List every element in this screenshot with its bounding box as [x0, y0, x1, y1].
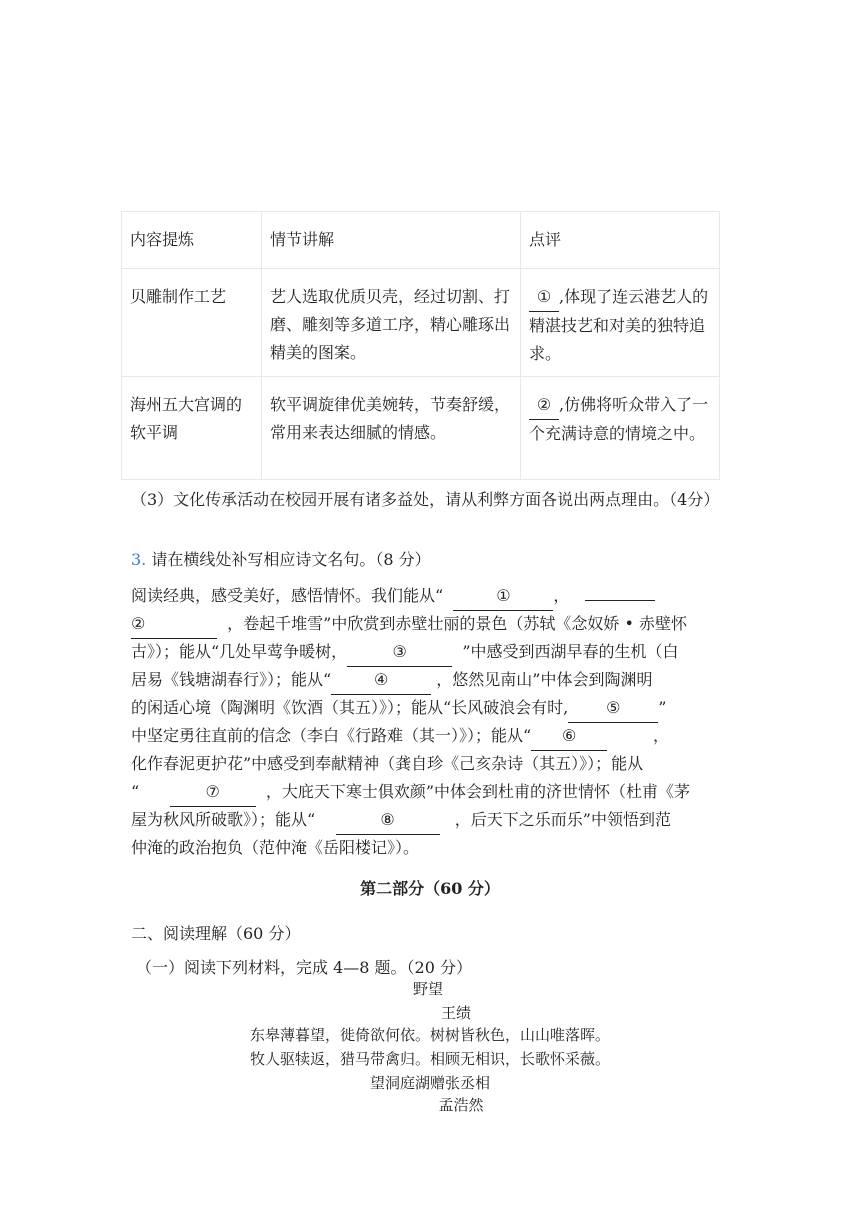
answer-blank[interactable]: ② [529, 391, 559, 420]
poem-author: 王绩 [440, 1004, 471, 1022]
answer-blank-8[interactable]: ⑧ [336, 806, 440, 835]
passage-line [131, 582, 731, 611]
passage-line [131, 750, 731, 778]
subsection-heading: （一）阅读下列材料，完成 4—8 题。（20 分） [136, 958, 472, 977]
poem-line: 牧人驱犊返，猎马带禽归。相顾无相识，长歌怀采薇。 [249, 1050, 610, 1068]
passage-text: ”中感受到西湖早春的生机（白 [462, 642, 679, 661]
answer-blank-2[interactable]: ② [131, 610, 217, 639]
comment-text: ,仿佛将听众带入了一个充满诗意的情境之中。 [529, 395, 709, 443]
table-header-cell: 情节讲解 [262, 212, 521, 269]
table-header-cell: 内容提炼 [122, 212, 262, 269]
answer-blank-6[interactable]: ⑥ [531, 722, 607, 751]
answer-blank-7[interactable]: ⑦ [170, 778, 256, 807]
passage-text: ” [658, 698, 667, 717]
answer-blank-5[interactable]: ⑤ [568, 694, 658, 723]
passage-line [131, 834, 731, 862]
passage-text: “ [131, 782, 140, 801]
question-number: 3. [131, 550, 147, 569]
passage-text: ， [553, 586, 570, 605]
table-header-row [122, 212, 720, 269]
table-cell-content: 贝雕制作工艺 [122, 269, 262, 377]
comment-text: ,体现了连云港艺人的精湛技艺和对美的独特追求。 [529, 287, 709, 363]
table-cell-plot: 艺人选取优质贝壳，经过切割、打磨、雕刻等多道工序，精心雕琢出精美的图案。 [262, 269, 521, 377]
passage-text: 屋为秋风所破歌》）；能从“ [131, 810, 316, 829]
answer-blank[interactable]: ① [529, 283, 559, 312]
passage-line [131, 778, 731, 807]
table-cell-comment [521, 269, 720, 377]
passage-text: ，大庇天下寒士俱欢颜”中体会到杜甫的济世情怀（杜甫《茅 [265, 782, 691, 801]
passage-text: 仲淹的政治抱负（范仲淹《岳阳楼记》）。 [131, 838, 420, 857]
passage-line [131, 806, 731, 835]
passage-text: 古》）；能从“几处早莺争暖树， [131, 642, 348, 661]
passage-text: ，悠然见南山”中体会到陶渊明 [436, 670, 653, 689]
poem-line: 东皋薄暮望，徙倚欲何依。树树皆秋色，山山唯落晖。 [249, 1026, 610, 1044]
poem-title: 望洞庭湖赠张丞相 [369, 1074, 490, 1092]
passage-line [131, 610, 731, 639]
passage-text: 阅读经典，感受美好，感悟情怀。我们能从“ [131, 586, 444, 605]
passage-line [131, 694, 731, 723]
passage-line [131, 666, 731, 695]
answer-blank-1[interactable]: ① [453, 582, 553, 611]
table-cell-content: 海州五大宫调的软平调 [122, 377, 262, 480]
culture-table [121, 211, 720, 480]
table-cell-plot: 软平调旋律优美婉转，节奏舒缓，常用来表达细腻的情感。 [262, 377, 521, 480]
passage-line [131, 638, 731, 667]
passage-text: 居易《钱塘湖春行》）；能从“ [131, 670, 332, 689]
passage-text: 的闲适心境（陶渊明《饮酒（其五）》）；能从“长风破浪会有时, [131, 698, 569, 717]
table-header-cell: 点评 [521, 212, 720, 269]
question-2-3: （3）文化传承活动在校园开展有诸多益处，请从利弊方面各说出两点理由。（4分） [131, 490, 720, 509]
answer-blank-4[interactable]: ④ [331, 666, 431, 695]
passage-text: ，卷起千堆雪”中欣赏到赤壁壮丽的景色（苏轼《念奴娇 • 赤壁怀 [227, 614, 687, 633]
poem-author: 孟浩然 [438, 1096, 484, 1114]
passage-text: ，后天下之乐而乐”中领悟到范 [454, 810, 671, 829]
passage-text: ， [652, 726, 669, 745]
question-3-heading [131, 546, 731, 574]
part-two-title: 第二部分（60 分） [360, 879, 500, 898]
poem-title: 野望 [412, 980, 443, 998]
table-cell-comment [521, 377, 720, 480]
table-row [122, 269, 720, 377]
answer-blank-3[interactable]: ③ [347, 638, 452, 667]
passage-text: 化作春泥更护花”中感受到奉献精神（龚自珍《己亥杂诗（其五）》）；能从 [131, 754, 644, 773]
passage-text: 中坚定勇往直前的信念（李白《行路难（其一）》）；能从“ [131, 726, 532, 745]
answer-blank-2-start[interactable] [585, 600, 655, 601]
question-prompt: 请在横线处补写相应诗文名句。（8 分） [146, 550, 431, 569]
section-heading: 二、阅读理解（60 分） [131, 924, 301, 943]
table-row [122, 377, 720, 480]
passage-line [131, 722, 731, 751]
